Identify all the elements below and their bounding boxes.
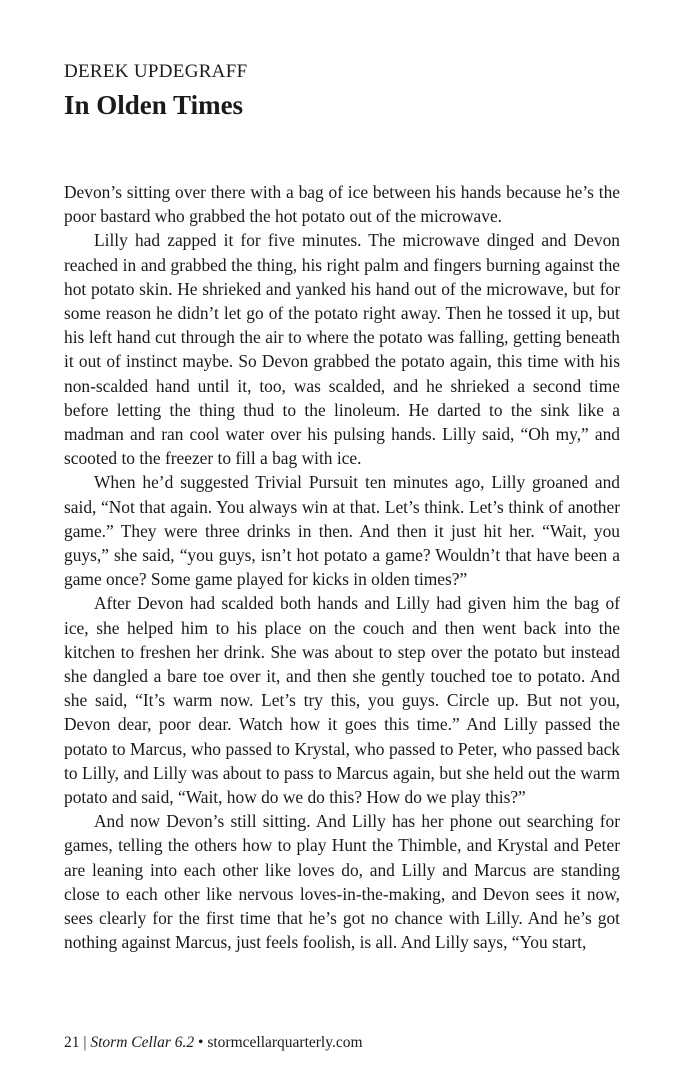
page-number: 21 — [64, 1034, 80, 1051]
story-paragraph: After Devon had scalded both hands and Lilly had given him the bag of ice, she helped him to his place on the couch and then went back into the kitchen to freshen her drink. She was about to step over the potato but instead she dangled a bare toe over it, and then she gently touched toe to potato. And she said, “It’s warm now. Let’s try this, you guys. Circle up. But not you, Devon dear, poor dear. Watch how it goes this time.” And Lilly passed the potato to Marcus, who passed to Krystal, who passed to Peter, who passed back to Lilly, and Lilly was about to pass to Marcus again, but she held out the warm potato and said, “Wait, how do we do this? How do we play this?” — [64, 593, 620, 808]
story-paragraph: When he’d suggested Trivial Pursuit ten minutes ago, Lilly groaned and said, “Not that again. You always win at that. Let’s think. Let’s think of another game.” They were three drinks in then. And then it just hit her. “Wait, you guys,” she said, “you guys, isn’t hot potato a game? Wouldn’t that have been a game once? Some game played for kicks in olden times?” — [64, 472, 620, 590]
footer-separator: | — [83, 1034, 87, 1051]
story-body — [64, 180, 620, 955]
story-paragraph: Lilly had zapped it for five minutes. The microwave dinged and Devon reached in and grabbed the thing, his right palm and fingers burning against the hot potato skin. He shrieked and yanked his hand out of the microwave, but for some reason he didn’t let go of the potato right away. Then he tossed it up, but his left hand cut through the air to where the potato was falling, getting beneath it out of instinct maybe. So Devon grabbed the potato again, this time with his non-scalded hand until it, too, was scalded, and he shrieked a second time before letting the thing thud to the linoleum. He darted to the sink like a madman and ran cool water over his pulsing hands. Lilly said, “Oh my,” and scooted to the freezer to fill a bag with ice. — [64, 230, 620, 469]
journal-issue: Storm Cellar 6.2 — [90, 1034, 195, 1051]
author-name: DEREK UPDEGRAFF — [64, 61, 248, 82]
story-title: In Olden Times — [64, 90, 244, 120]
journal-website: stormcellarquarterly.com — [207, 1034, 363, 1051]
story-paragraph: Devon’s sitting over there with a bag of ice between his hands because he’s the poor bastard who grabbed the hot potato out of the microwave. — [64, 182, 620, 227]
page-footer — [64, 1032, 363, 1054]
footer-bullet: • — [198, 1034, 204, 1051]
story-paragraph: And now Devon’s still sitting. And Lilly has her phone out searching for games, telling the others how to play Hunt the Thimble, and Krystal and Peter are leaning into each other like loves do, and Lilly and Marcus are standing close to each other like nervous loves-in-the-making, and Devon sees it now, sees clearly for the first time that he’s got no chance with Lilly. And he’s got nothing against Marcus, just feels foolish, is all. And Lilly says, “You start, — [64, 811, 620, 953]
